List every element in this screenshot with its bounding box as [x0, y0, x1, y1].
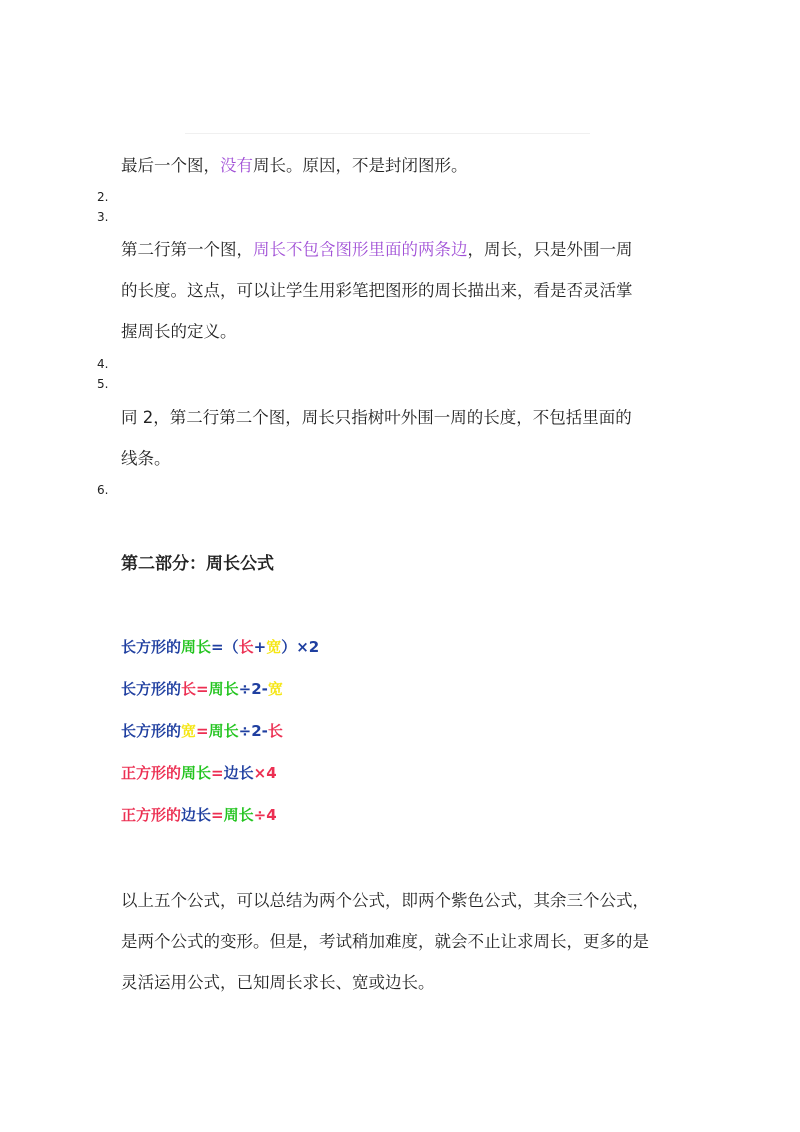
paragraph-last-figure: 最后一个图，没有周长。原因，不是封闭图形。 [121, 156, 468, 175]
paragraph-summary: 以上五个公式，可以总结为两个公式，即两个紫色公式，其余三个公式， 是两个公式的变形。但是，考试稍加难度，就会不止让求周长，更多的是 灵活运用公式，已知周长求长、宽或边长。 [121, 891, 649, 992]
paragraph-second-row-first: 第二行第一个图，周长不包含图形里面的两条边，周长，只是外围一周 的长度。这点，可以让学生用彩笔把图形的周长描出来，看是否灵活掌 握周长的定义。 [121, 240, 633, 341]
formula-square-side: 正方形的边长=周长÷4 [121, 806, 277, 824]
list-number: 6. [97, 483, 109, 497]
divider-line [185, 133, 590, 134]
paragraph-second-row-second: 同 2，第二行第二个图，周长只指树叶外围一周的长度，不包括里面的 线条。 [121, 408, 632, 468]
section-heading: 第二部分：周长公式 [121, 554, 274, 574]
formula-square-perimeter: 正方形的周长=边长×4 [121, 764, 277, 782]
list-number: 4. [97, 357, 109, 371]
formula-rect-length: 长方形的长=周长÷2-宽 [121, 680, 283, 698]
list-number: 3. [97, 210, 109, 224]
list-number: 5. [97, 377, 109, 391]
formula-rect-width: 长方形的宽=周长÷2-长 [121, 722, 283, 740]
highlight-text: 没有 [220, 156, 253, 175]
formula-rect-perimeter: 长方形的周长=（长+宽）×2 [121, 638, 320, 656]
list-number: 2. [97, 190, 109, 204]
highlight-text: 周长不包含图形里面的两条边 [253, 240, 468, 259]
